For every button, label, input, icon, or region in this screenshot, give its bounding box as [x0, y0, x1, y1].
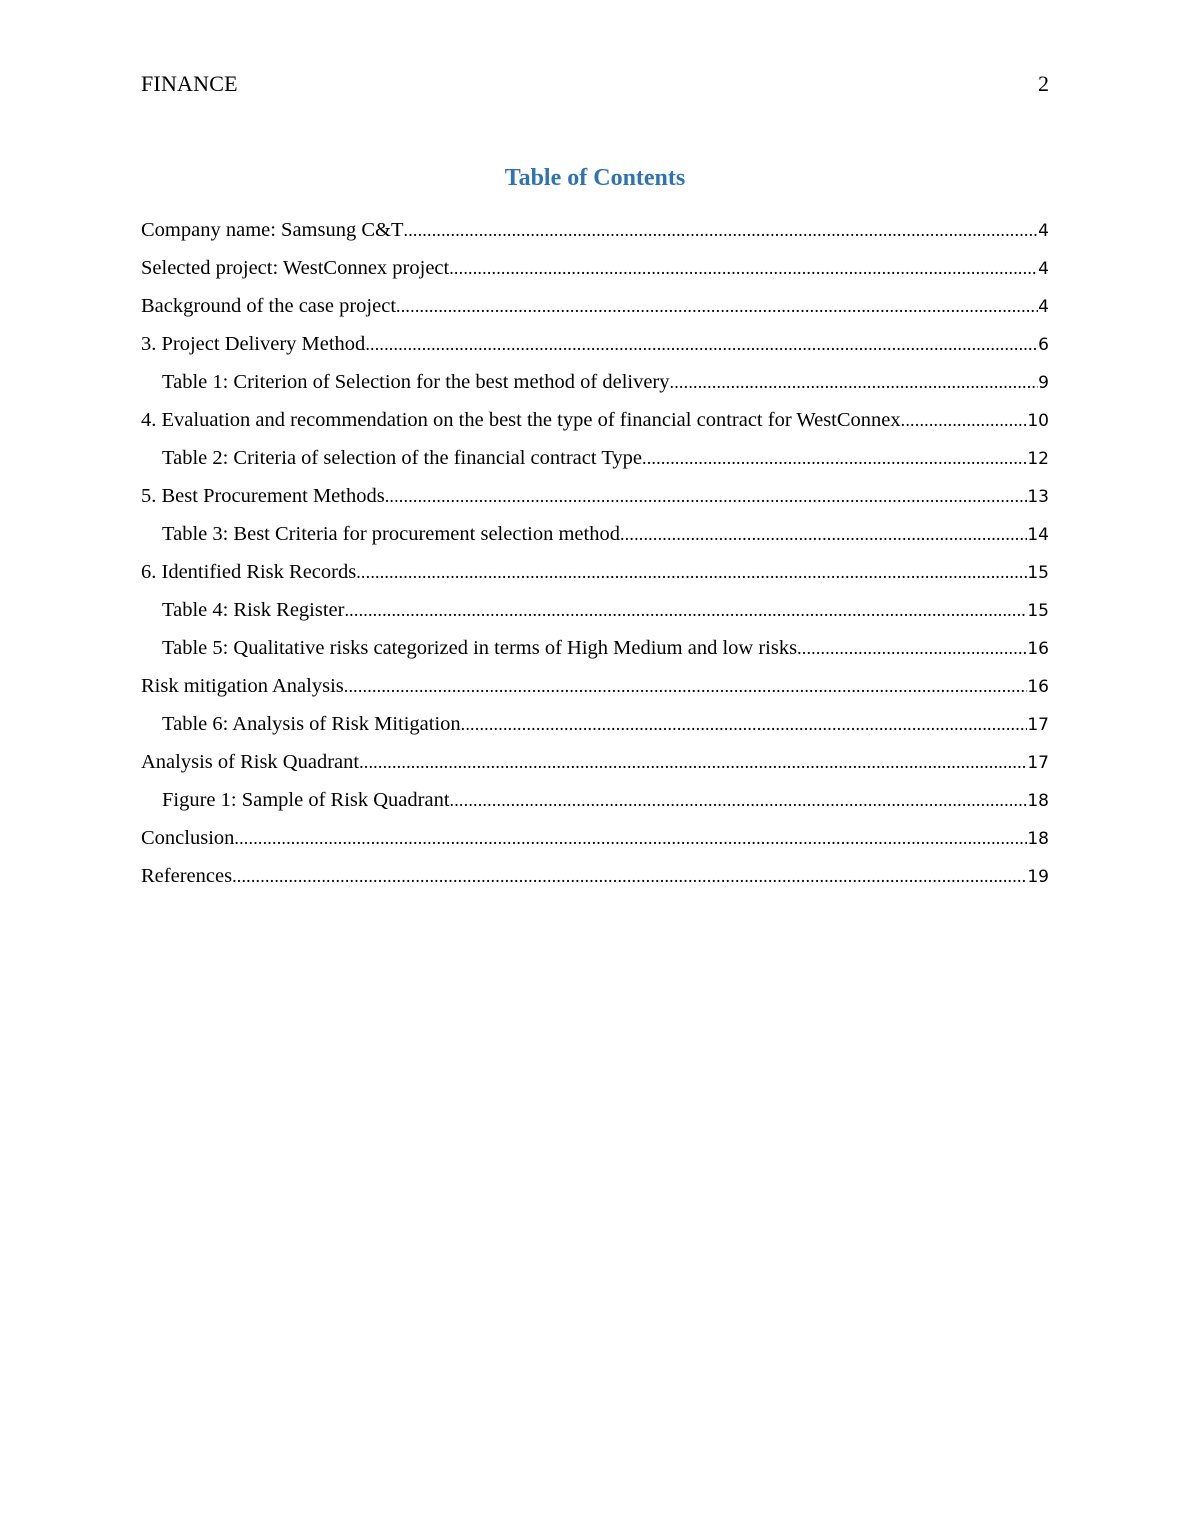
toc-entry[interactable]: [141, 367, 1049, 405]
toc-entry-page: 17: [1027, 715, 1049, 735]
table-of-contents: [141, 215, 1049, 899]
toc-entry-page: 15: [1027, 563, 1049, 583]
toc-entry[interactable]: [141, 481, 1049, 519]
toc-entry-text: Table 6: Analysis of Risk Mitigation: [162, 713, 461, 735]
toc-entry-page: 16: [1027, 677, 1049, 697]
toc-entry[interactable]: [141, 557, 1049, 595]
toc-entry[interactable]: [141, 405, 1049, 443]
toc-entry-page: 4: [1038, 259, 1049, 279]
toc-entry[interactable]: [141, 329, 1049, 367]
toc-entry[interactable]: [141, 709, 1049, 747]
toc-dot-leader: [461, 709, 1028, 739]
toc-dot-leader: [359, 747, 1027, 777]
toc-entry-page: 10: [1027, 411, 1049, 431]
toc-entry-page: 13: [1027, 487, 1049, 507]
toc-dot-leader: [385, 481, 1028, 511]
toc-dot-leader: [344, 671, 1028, 701]
toc-dot-leader: [642, 443, 1027, 473]
toc-entry[interactable]: [141, 823, 1049, 861]
toc-entry-text: Conclusion: [141, 827, 235, 849]
toc-title: Table of Contents: [504, 165, 686, 191]
toc-entry-text: Analysis of Risk Quadrant: [141, 751, 360, 773]
toc-entry-text: Table 2: Criteria of selection of the financial contract Type: [162, 447, 643, 469]
toc-dot-leader: [356, 557, 1027, 587]
toc-entry-page: 18: [1027, 791, 1049, 811]
toc-entry-text: Table 3: Best Criteria for procurement selection method: [162, 523, 620, 545]
toc-entry[interactable]: [141, 291, 1049, 329]
toc-entry-text: Background of the case project: [141, 295, 397, 317]
toc-entry[interactable]: [141, 785, 1049, 823]
toc-entry[interactable]: [141, 861, 1049, 899]
toc-entry-text: Table 5: Qualitative risks categorized in terms of High Medium and low risks: [162, 637, 798, 659]
running-head: FINANCE: [141, 71, 238, 96]
toc-entry-page: 15: [1027, 601, 1049, 621]
toc-dot-leader: [234, 823, 1027, 853]
toc-entry[interactable]: [141, 215, 1049, 253]
toc-entry-page: 4: [1038, 297, 1049, 317]
toc-entry-page: 14: [1027, 525, 1049, 545]
toc-dot-leader: [396, 291, 1038, 321]
toc-entry[interactable]: [141, 443, 1049, 481]
toc-entry-text: Table 1: Criterion of Selection for the best method of delivery: [162, 371, 670, 393]
toc-dot-leader: [620, 519, 1027, 549]
toc-dot-leader: [450, 785, 1028, 815]
toc-dot-leader: [232, 861, 1027, 891]
toc-entry-page: 16: [1027, 639, 1049, 659]
page-number: 2: [1038, 71, 1049, 96]
toc-entry-page: 4: [1038, 221, 1049, 241]
toc-entry-text: Figure 1: Sample of Risk Quadrant: [162, 789, 450, 811]
toc-dot-leader: [670, 367, 1039, 397]
toc-dot-leader: [365, 329, 1038, 359]
toc-entry-page: 9: [1038, 373, 1049, 393]
toc-entry-page: 6: [1038, 335, 1049, 355]
toc-dot-leader: [404, 215, 1039, 245]
toc-entry-page: 18: [1027, 829, 1049, 849]
toc-entry-text: Risk mitigation Analysis: [141, 675, 344, 697]
toc-entry[interactable]: [141, 253, 1049, 291]
toc-entry[interactable]: [141, 633, 1049, 671]
toc-dot-leader: [344, 595, 1027, 625]
toc-entry[interactable]: [141, 747, 1049, 785]
toc-entry-text: 5. Best Procurement Methods: [141, 485, 385, 507]
toc-entry-text: Company name: Samsung C&T: [141, 219, 404, 241]
toc-entry-text: 6. Identified Risk Records: [141, 561, 357, 583]
toc-entry-text: References: [141, 865, 233, 887]
toc-entry-page: 17: [1027, 753, 1049, 773]
toc-entry[interactable]: [141, 519, 1049, 557]
toc-dot-leader: [449, 253, 1038, 283]
toc-dot-leader: [797, 633, 1027, 663]
toc-entry[interactable]: [141, 671, 1049, 709]
toc-entry-text: Selected project: WestConnex project: [141, 257, 450, 279]
toc-entry-text: 3. Project Delivery Method: [141, 333, 366, 355]
toc-dot-leader: [901, 405, 1028, 435]
toc-entry-text: 4. Evaluation and recommendation on the best the type of financial contract for WestConnex: [141, 409, 901, 431]
toc-entry-page: 12: [1027, 449, 1049, 469]
toc-entry-page: 19: [1027, 867, 1049, 887]
toc-entry-text: Table 4: Risk Register: [162, 599, 345, 621]
toc-entry[interactable]: [141, 595, 1049, 633]
